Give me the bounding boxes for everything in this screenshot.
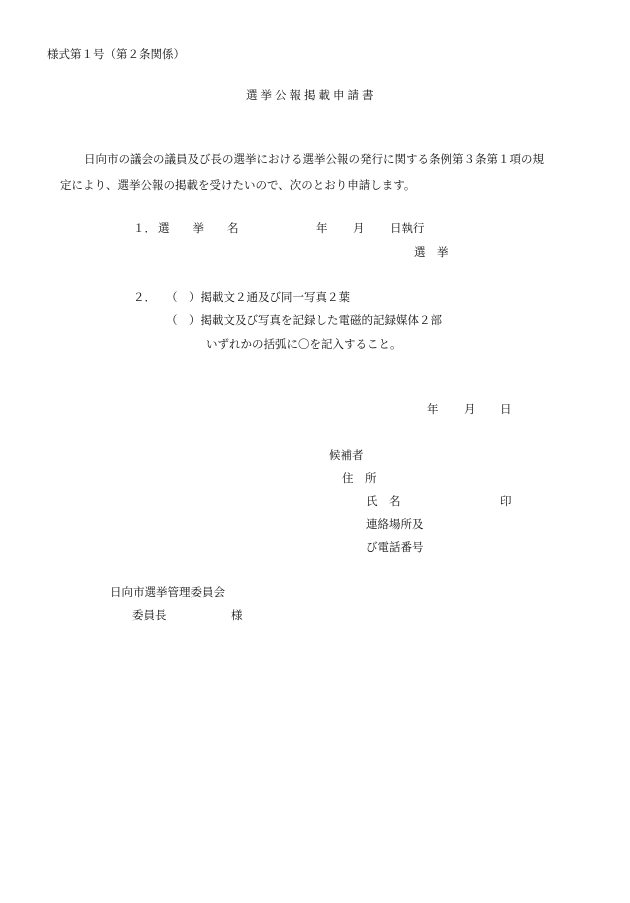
item1-number: １． [133, 221, 156, 235]
date-day: 日 [500, 402, 512, 416]
item1-election: 選 挙 [414, 245, 449, 259]
item1-year: 年 [316, 221, 328, 235]
recipient-chair: 委員長 [132, 608, 167, 622]
recipient-honorific: 様 [231, 608, 243, 622]
body-line-1: 日向市の議会の議員及び長の選挙における選挙公報の発行に関する条例第３条第１項の規 [84, 152, 544, 166]
body-line-2: 定により、選挙公報の掲載を受けたいので、次のとおり申請します。 [60, 178, 416, 192]
contact-label-line-2: び電話番号 [366, 540, 424, 554]
item2-note: いずれかの括弧に〇を記入すること。 [206, 337, 402, 351]
name-label: 氏 名 [366, 494, 401, 508]
item2-option-2: （ ）掲載文及び写真を記録した電磁的記録媒体２部 [166, 313, 442, 327]
document-title: 選挙公報掲載申請書 [246, 88, 377, 102]
address-label: 住 所 [342, 471, 377, 485]
candidate-label: 候補者 [329, 448, 364, 462]
contact-label-line-1: 連絡場所及 [366, 517, 424, 531]
item1-day-exec: 日執行 [390, 221, 425, 235]
recipient-org: 日向市選挙管理委員会 [110, 585, 225, 599]
item1-label: 選 挙 名 [158, 221, 239, 235]
form-number: 様式第１号（第２条関係） [47, 47, 185, 61]
item2-number: ２． [133, 290, 156, 304]
item2-option-1: （ ）掲載文２通及び同一写真２葉 [166, 290, 350, 304]
seal-mark: 印 [500, 494, 512, 508]
item1-month: 月 [353, 221, 365, 235]
date-month: 月 [464, 402, 476, 416]
body-paragraph [60, 146, 620, 198]
date-year: 年 [427, 402, 439, 416]
